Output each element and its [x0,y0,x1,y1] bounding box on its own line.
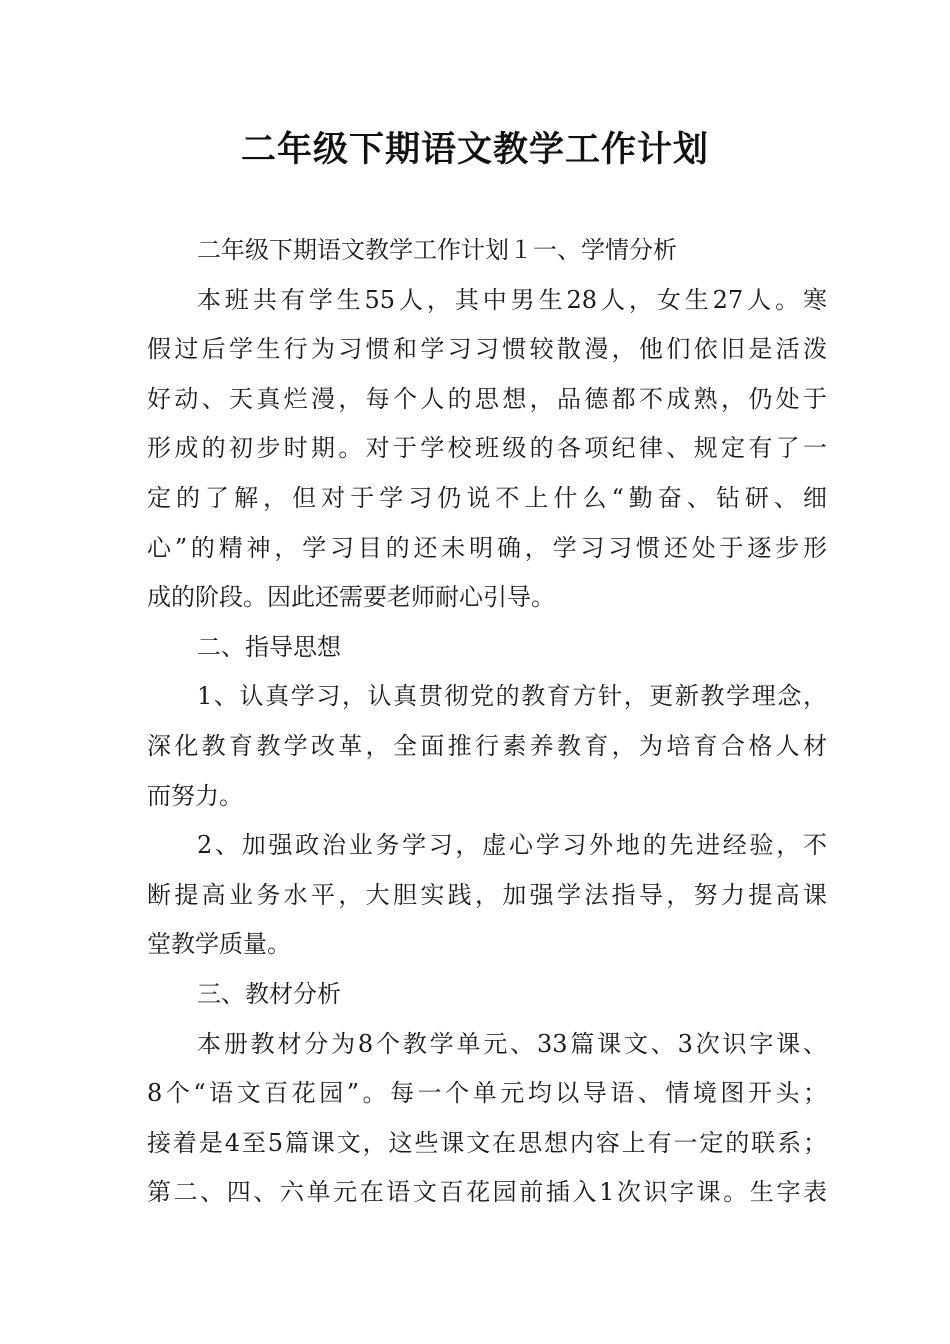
paragraph-line: 第二、四、六单元在语文百花园前插入1次识字课。生字表 [147,1178,827,1207]
document-title: 二年级下期语文教学工作计划 [240,130,709,170]
paragraph-line: 本班共有学生55人，其中男生28人，女生27人。寒 [197,285,827,314]
paragraph-line: 好动、天真烂漫，每个人的思想，品德都不成熟，仍处于 [147,384,827,413]
paragraph-line: 1、认真学习，认真贯彻党的教育方针，更新教学理念， [197,682,827,711]
section-heading-guiding-thought: 二、指导思想 [197,632,341,661]
paragraph-line: 形成的初步时期。对于学校班级的各项纪律、规定有了一 [147,434,827,463]
document-body [147,226,827,1218]
paragraph-line: 2、加强政治业务学习，虚心学习外地的先进经验，不 [197,831,827,860]
section-heading-textbook-analysis: 三、教材分析 [197,979,341,1008]
subtitle-section-one-heading: 二年级下期语文教学工作计划１一、学情分析 [197,236,677,264]
paragraph-line: 8个“语文百花园”。每一个单元均以导语、情境图开头； [147,1079,827,1108]
paragraph-line: 假过后学生行为习惯和学习习惯较散漫，他们依旧是活泼 [147,335,827,364]
paragraph-line: 定的了解，但对于学习仍说不上什么“勤奋、钻研、细 [147,483,827,512]
paragraph-line: 而努力。 [147,781,243,810]
paragraph-line: 心”的精神，学习目的还未明确，学习习惯还处于逐步形 [147,533,827,562]
paragraph-line: 堂教学质量。 [147,930,291,959]
paragraph-line: 本册教材分为8个教学单元、33篇课文、3次识字课、 [197,1029,827,1058]
paragraph-line: 深化教育教学改革，全面推行素养教育，为培育合格人材 [147,731,827,760]
paragraph-line: 接着是4至5篇课文，这些课文在思想内容上有一定的联系； [147,1128,827,1157]
paragraph-line: 成的阶段。因此还需要老师耐心引导。 [147,583,555,612]
paragraph-line: 断提高业务水平，大胆实践，加强学法指导，努力提高课 [147,880,827,909]
